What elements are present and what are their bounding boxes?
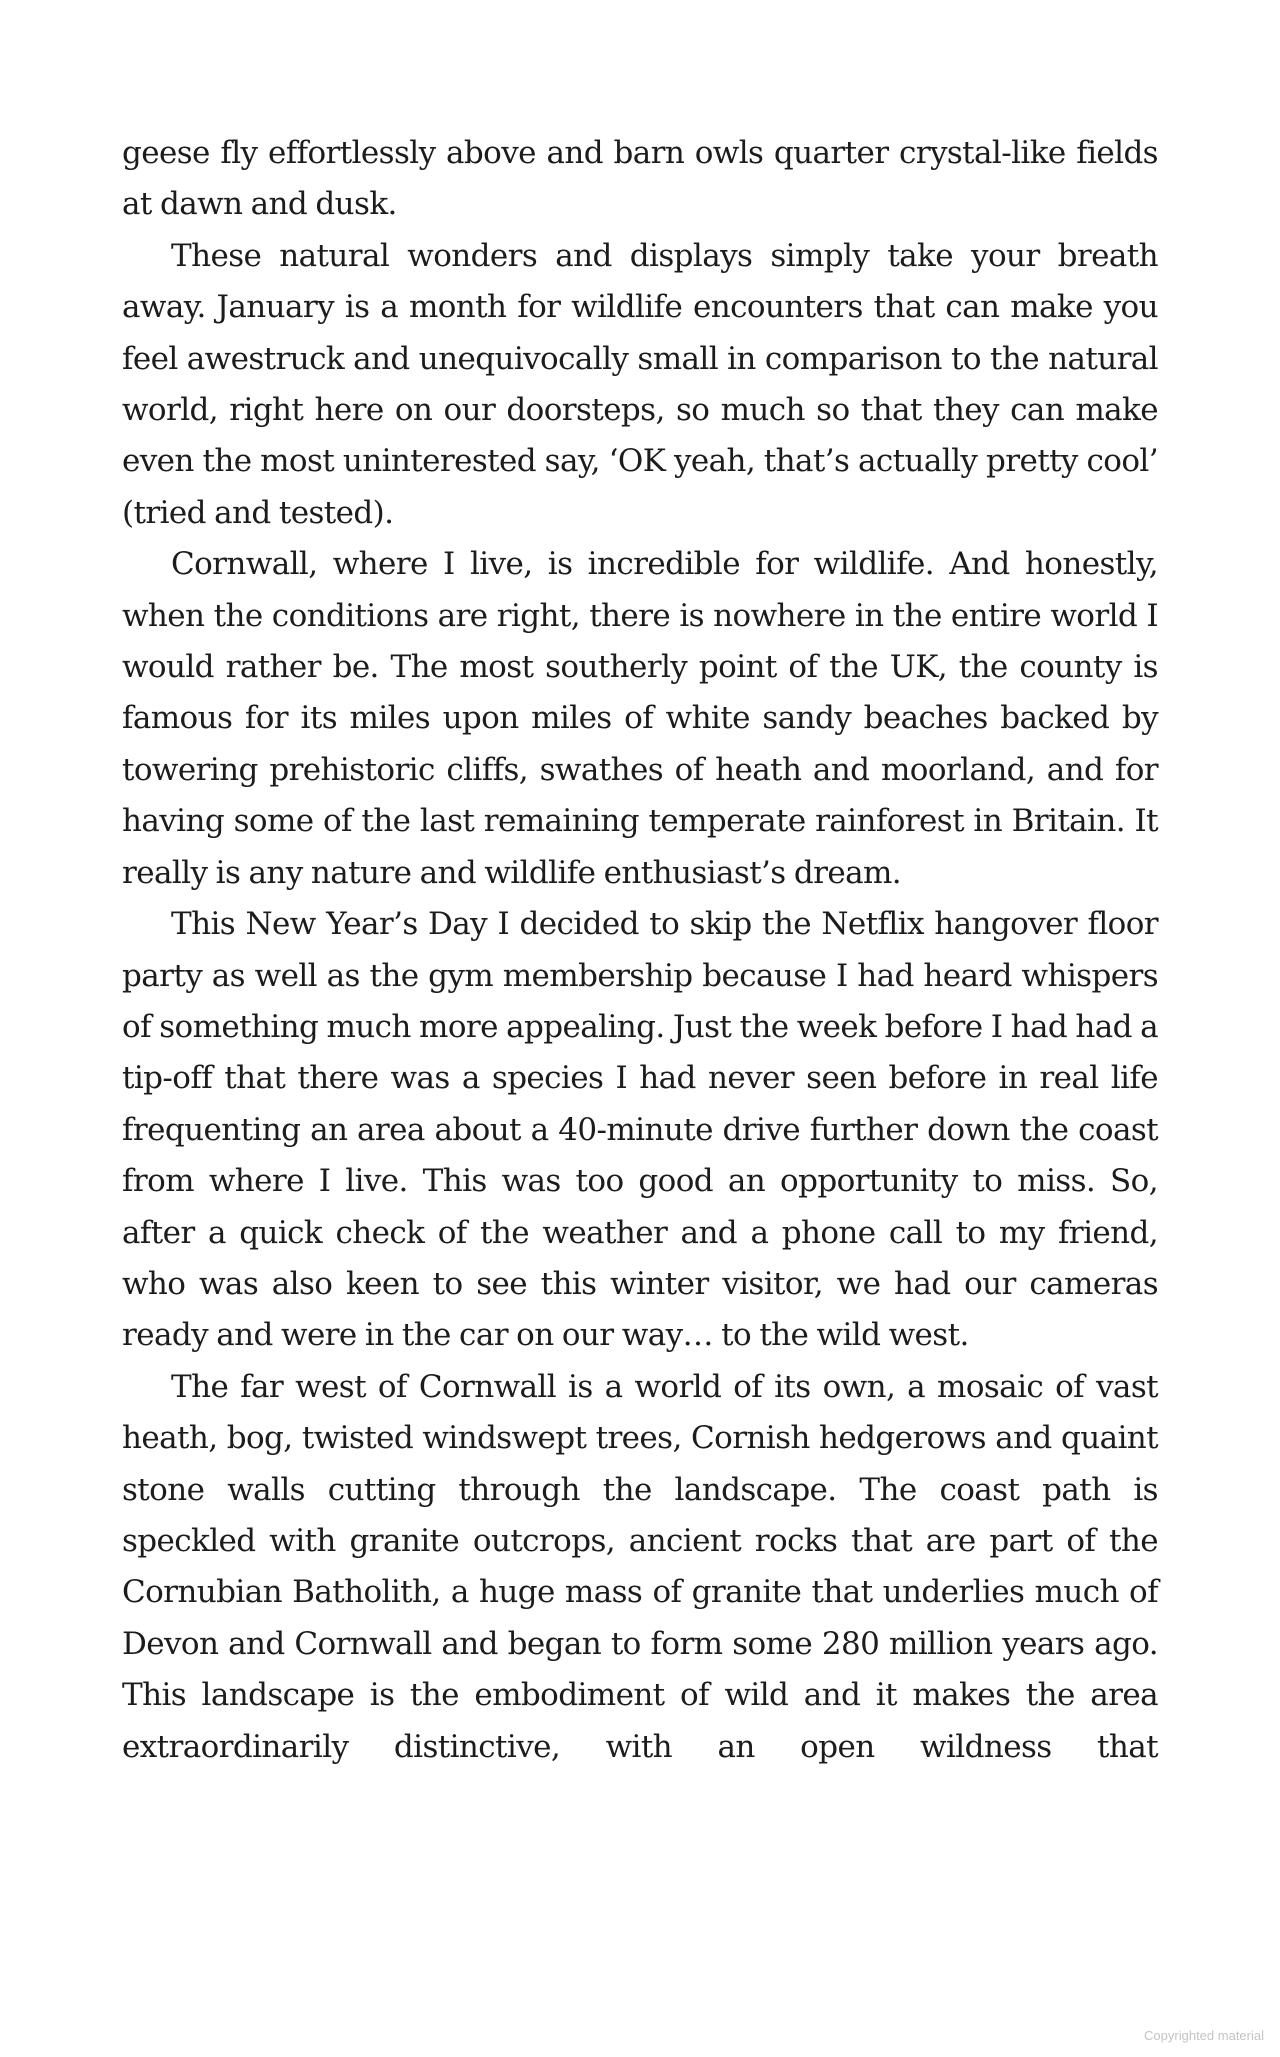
book-page-body: [122, 128, 1158, 1773]
paragraph-5: The far west of Cornwall is a world of its own, a mosaic of vast heath, bog, twisted windswept trees, Cornish hedgerows and quaint stone walls cutting through the landscape. The coast path is speckled with granite outcrops, ancient rocks that are part of the Cornubian Batholith, a huge mass of granite that underlies much of Devon and Cornwall and began to form some 280 million years ago. This landscape is the embodiment of wild and it makes the area extraordinarily distinctive, with an open wildness that: [122, 1368, 1158, 1765]
paragraph-2: These natural wonders and displays simply take your breath away. January is a month for wildlife encounters that can make you feel awestruck and unequivocally small in comparison to the natural world, right here on our doorsteps, so much so that they can make even the most uninterested say, ‘OK yeah, that’s actually pretty cool’ (tried and tested).: [122, 237, 1158, 531]
paragraph-3: Cornwall, where I live, is incredible for wildlife. And honestly, when the conditions are right, there is nowhere in the entire world I would rather be. The most southerly point of the UK, the county is famous for its miles upon miles of white sandy beaches backed by towering prehistoric cliffs, swathes of heath and moorland, and for having some of the last remaining temperate rainforest in Britain. It really is any nature and wildlife enthusiast’s dream.: [122, 546, 1158, 891]
paragraph-1: geese fly effortlessly above and barn owls quarter crystal-like fields at dawn and dusk.: [122, 135, 1158, 223]
paragraph-4: This New Year’s Day I decided to skip the Netflix hangover floor party as well as the gym membership because I had heard whispers of something much more appealing. Just the week before I had had a tip-off that there was a species I had never seen before in real life frequenting an area about a 40-minute drive further down the coast from where I live. This was too good an opportunity to miss. So, after a quick check of the weather and a phone call to my friend, who was also keen to see this winter visitor, we had our cameras ready and were in the car on our way… to the wild west.: [122, 906, 1158, 1354]
copyright-watermark: Copyrighted material: [1144, 2028, 1264, 2043]
